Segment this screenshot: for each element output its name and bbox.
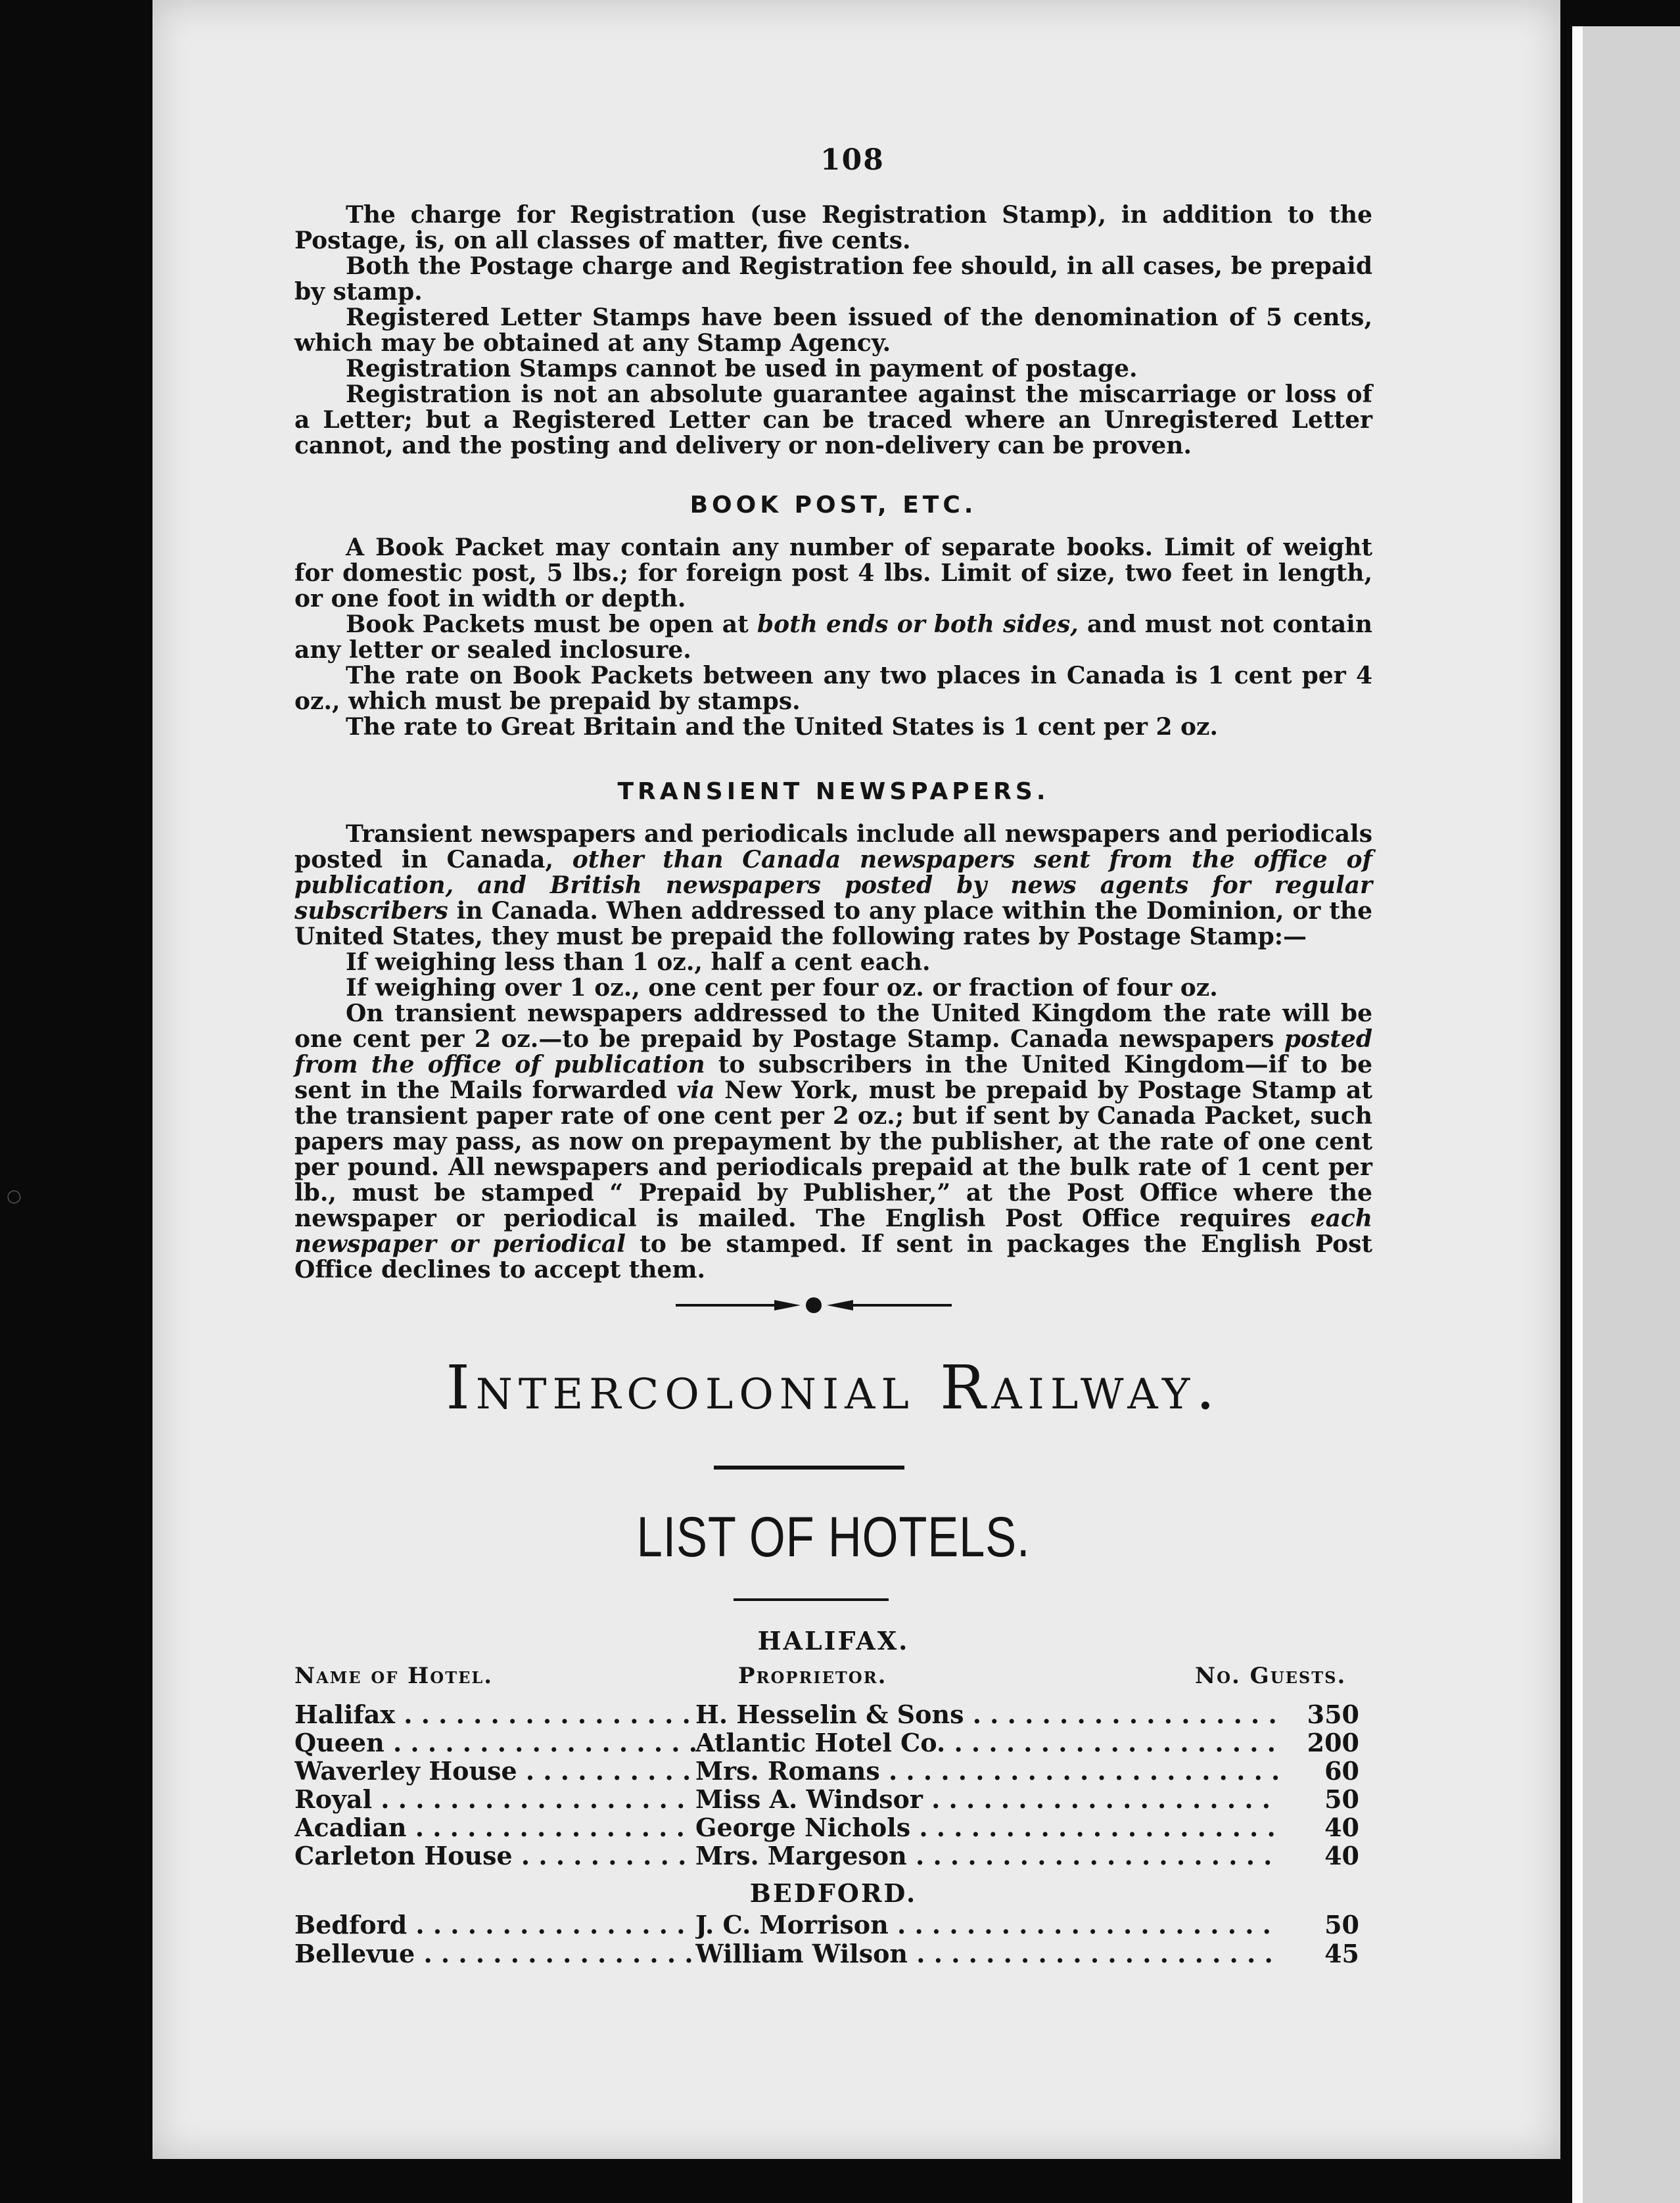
hotel-row xyxy=(294,1939,1372,1966)
book-post-paragraph-2: Book Packets must be open at both ends or both sides, and must not contain any letter or sealed inclosure. xyxy=(294,611,1372,664)
city-heading-halifax: HALIFAX. xyxy=(757,1626,910,1656)
transient-paragraph-2: If weighing less than 1 oz., half a cent each. xyxy=(346,948,931,976)
hotel-row xyxy=(294,1813,1372,1840)
hotel-name: Bedford . . . xyxy=(294,1910,695,1939)
hotel-guests: 40 xyxy=(1324,1813,1359,1842)
hotel-guests: 50 xyxy=(1324,1910,1359,1939)
hotel-proprietor: Mrs. Romans . . . xyxy=(695,1756,1280,1786)
hotel-proprietor: H. Hesselin & Sons . . . xyxy=(695,1700,1280,1729)
transient-paragraph-3: If weighing over 1 oz., one cent per four oz. or fraction of four oz. xyxy=(346,974,1218,1002)
hotel-guests: 350 xyxy=(1307,1700,1359,1729)
hotel-guests: 200 xyxy=(1307,1728,1359,1757)
book-post-heading: BOOK POST, ETC. xyxy=(689,492,977,519)
hotels-title-rule xyxy=(734,1598,889,1601)
hotel-row xyxy=(294,1784,1372,1812)
hotel-name: Bellevue . . . xyxy=(294,1939,695,1968)
transient-newspapers-heading: TRANSIENT NEWSPAPERS. xyxy=(617,778,1050,805)
hotel-name: Waverley House . . . xyxy=(294,1756,695,1786)
column-header-guests: No. Guests. xyxy=(1195,1663,1347,1689)
margin-mark: ○ xyxy=(7,1186,22,1206)
transient-paragraph-4: On transient newspapers addressed to the United Kingdom the rate will be one cent per 2 oz.—to be prepaid by Postage Stamp. Canada newspapers posted from the office of publication to subscribers in the United Kingdom—if to be sent in the Mails forwarded via New York, must be prepaid by Postage Stamp at the transient paper rate of one cent per 2 oz.; but if sent by Canada Packet, such papers may pass, as now on prepayment by the publisher, at the rate of one cent per pound. All newspapers and periodicals prepaid at the bulk rate of 1 cent per lb., must be stamped “ Prepaid by Publisher,” at the Post Office where the newspaper or periodical is mailed. The English Post Office requires each newspaper or periodical to be stamped. If sent in packages the English Post Office declines to accept them. xyxy=(294,1000,1373,1284)
title-rule xyxy=(714,1466,904,1470)
transient-paragraph-1: Transient newspapers and periodicals include all newspapers and periodicals posted in Canada, other than Canada newspapers sent from the office of publication, and British newspapers posted by news agents for regular subscribers in Canada. When addressed to any place within the Dominion, or the United States, they must be prepaid the following rates by Postage Stamp:— xyxy=(294,820,1372,950)
hotel-name: Queen . . . xyxy=(294,1728,695,1757)
hotel-name: Carleton House . . . xyxy=(294,1841,695,1870)
registration-paragraph-1: The charge for Registration (use Registration Stamp), in addition to the Postage, is, on all classes of matter, five cents. xyxy=(294,201,1372,254)
registration-paragraph-3: Registered Letter Stamps have been issued of the denomination of 5 cents, which may be obtained at any Stamp Agency. xyxy=(294,304,1372,357)
registration-paragraph-2: Both the Postage charge and Registration fee should, in all cases, be prepaid by stamp. xyxy=(294,252,1372,306)
hotel-proprietor: J. C. Morrison . . . xyxy=(695,1910,1280,1939)
column-header-name: Name of Hotel. xyxy=(294,1663,494,1689)
hotel-name: Acadian . . . xyxy=(294,1813,695,1842)
registration-paragraph-5: Registration is not an absolute guarantee against the miscarriage or loss of a Letter; but a Registered Letter can be traced where an Unregistered Letter cannot, and the posting and delivery or non-delivery can be proven. xyxy=(294,381,1372,459)
book-post-paragraph-3: The rate on Book Packets between any two places in Canada is 1 cent per 4 oz., which must be prepaid by stamps. xyxy=(294,662,1372,715)
adjacent-page-edge xyxy=(1572,26,1680,2203)
hotel-guests: 50 xyxy=(1324,1784,1359,1814)
hotel-guests: 45 xyxy=(1324,1939,1359,1968)
book-post-paragraph-1: A Book Packet may contain any number of separate books. Limit of weight for domestic post, 5 lbs.; for foreign post 4 lbs. Limit of size, two feet in length, or one foot in width or depth. xyxy=(294,534,1372,613)
hotel-row xyxy=(294,1728,1372,1755)
page-number: 108 xyxy=(820,143,885,177)
hotel-row xyxy=(294,1841,1372,1868)
column-header-proprietor: Proprietor. xyxy=(738,1663,887,1689)
hotel-name: Halifax . . . xyxy=(294,1700,695,1729)
hotel-name: Royal . . . xyxy=(294,1784,695,1814)
decorative-divider-ornament xyxy=(676,1292,952,1318)
hotel-guests: 60 xyxy=(1324,1756,1359,1786)
hotel-proprietor: Atlantic Hotel Co. . . . xyxy=(695,1728,1280,1757)
hotel-proprietor: Mrs. Margeson . . . xyxy=(695,1841,1280,1870)
hotel-proprietor: William Wilson . . . xyxy=(695,1939,1280,1968)
hotel-row xyxy=(294,1756,1372,1784)
registration-paragraph-4: Registration Stamps cannot be used in payment of postage. xyxy=(346,355,1138,383)
book-post-paragraph-4: The rate to Great Britain and the United States is 1 cent per 2 oz. xyxy=(346,713,1219,741)
railway-title: Intercolonial Railway. xyxy=(446,1353,1221,1423)
hotel-row xyxy=(294,1700,1372,1727)
city-heading-bedford: BEDFORD. xyxy=(749,1878,918,1908)
hotels-title: LIST OF HOTELS. xyxy=(636,1506,1031,1569)
hotel-proprietor: George Nichols . . . xyxy=(695,1813,1280,1842)
hotel-proprietor: Miss A. Windsor . . . xyxy=(695,1784,1280,1814)
hotel-row xyxy=(294,1910,1372,1937)
hotel-guests: 40 xyxy=(1324,1841,1359,1870)
